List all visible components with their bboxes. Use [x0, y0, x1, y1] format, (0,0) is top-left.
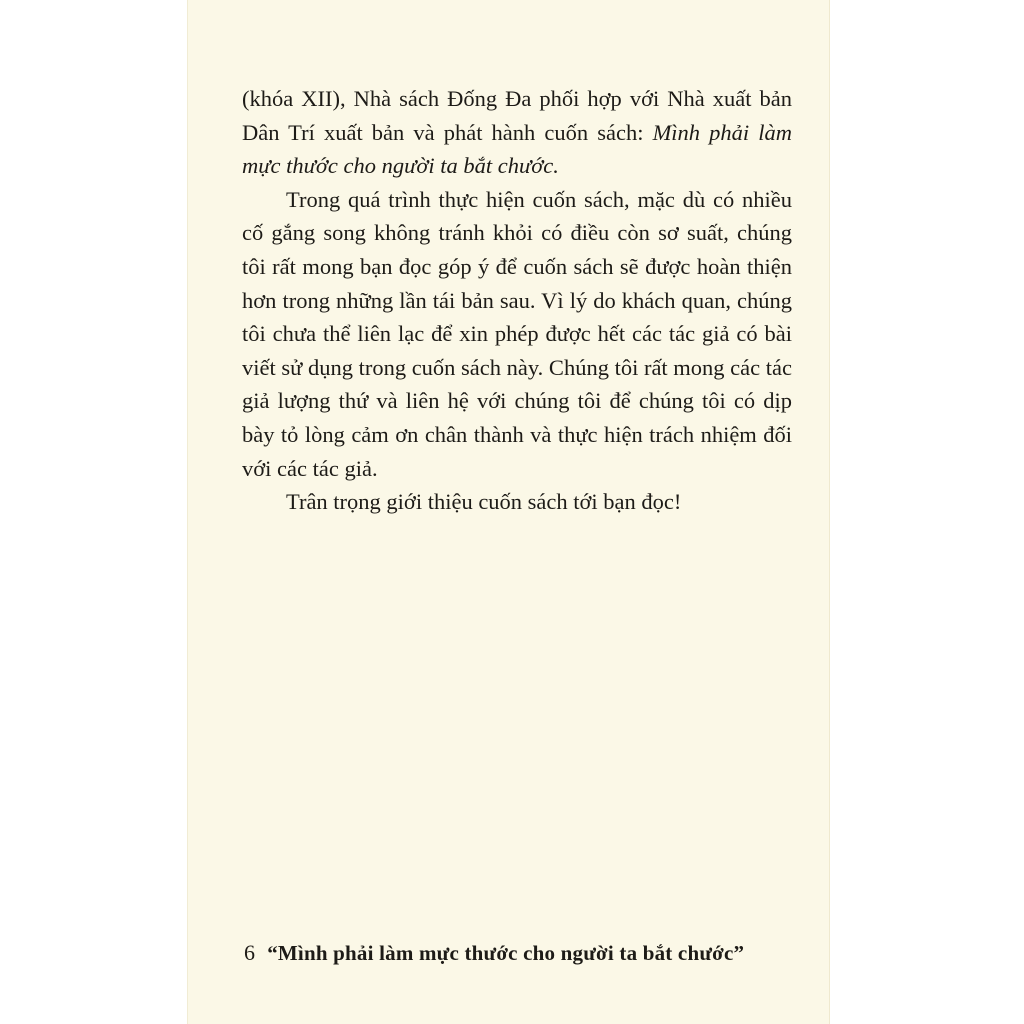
paragraph-1 — [242, 82, 792, 183]
running-footer — [244, 940, 744, 966]
paragraph-2: Trong quá trình thực hiện cuốn sách, mặc dù có nhiều cố gắng song không tránh khỏi có điều còn sơ suất, chúng tôi rất mong bạn đọc góp ý để cuốn sách sẽ được hoàn thiện hơn trong những lần tái bản sau. Vì lý do khách quan, chúng tôi chưa thể liên lạc để xin phép được hết các tác giả có bài viết sử dụng trong cuốn sách này. Chúng tôi rất mong các tác giả lượng thứ và liên hệ với chúng tôi để chúng tôi có dịp bày tỏ lòng cảm ơn chân thành và thực hiện trách nhiệm đối với các tác giả. — [242, 186, 792, 481]
paragraph-1-text: (khóa XII), Nhà sách Đống Đa phối hợp với Nhà xuất bản Dân Trí xuất bản và phát hành cuốn sách: — [242, 86, 792, 145]
body-text — [242, 82, 792, 519]
page-number: 6 — [244, 940, 256, 965]
book-page — [187, 0, 830, 1024]
book-title-italic: Mình phải làm mực thước cho người ta bắt chước. — [242, 119, 793, 179]
footer-book-title: “Mình phải làm mực thước cho người ta bắt chước” — [267, 941, 745, 965]
paragraph-3: Trân trọng giới thiệu cuốn sách tới bạn đọc! — [286, 489, 682, 515]
